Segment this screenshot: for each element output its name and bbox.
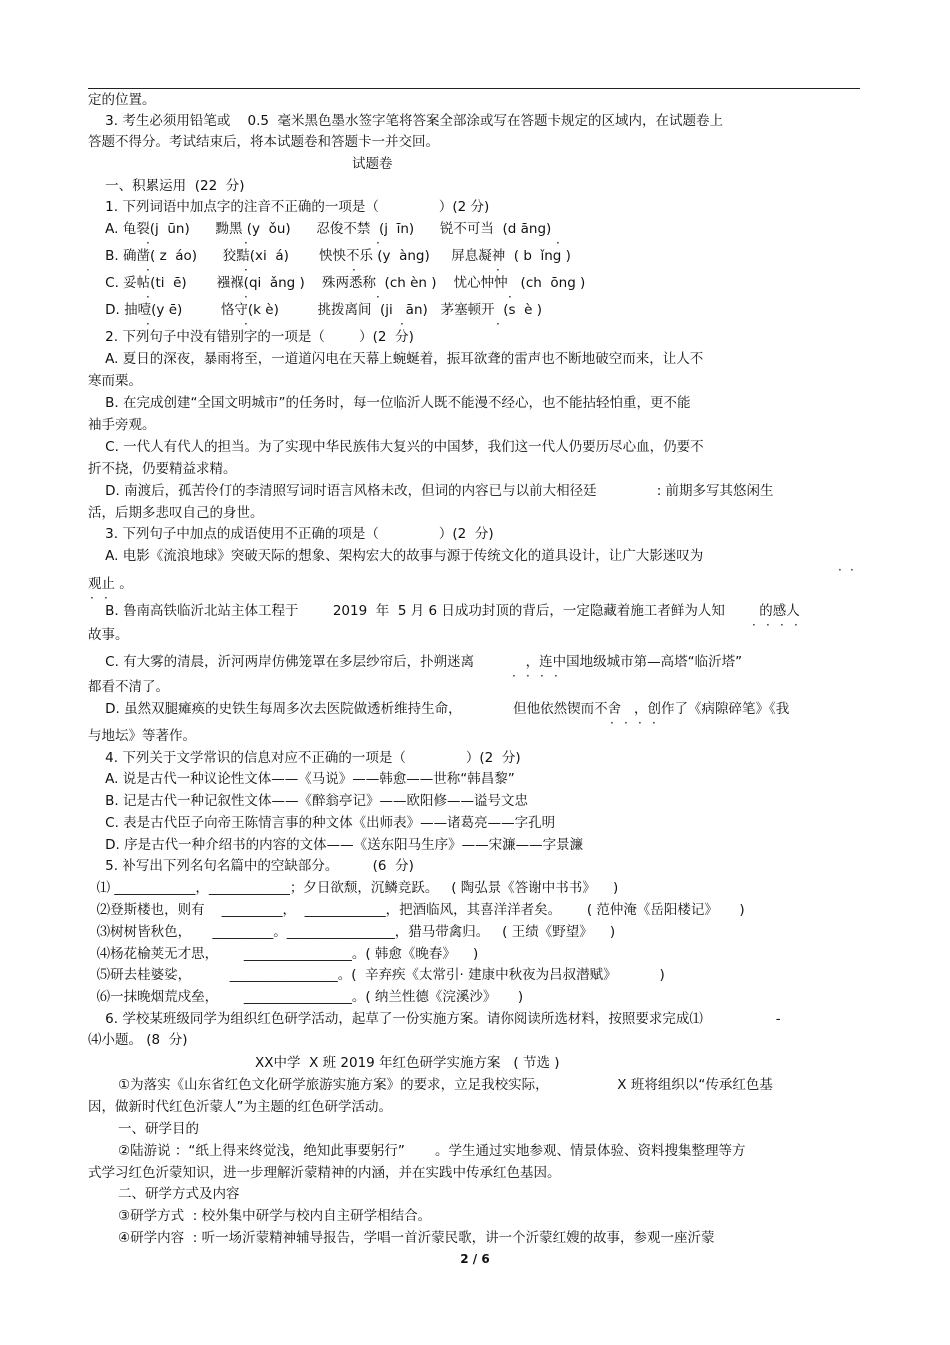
question-1-option-a: A. 龟裂(j ūn) 黝黑 (y ǒu) 忍俊不禁 (j īn) 锐不可当 (d āng)	[88, 221, 552, 237]
emphasis-dot: ·	[104, 591, 108, 605]
question-4: 4. 下列关于文学常识的信息对应不正确的一项是（ ）(2 分)	[88, 750, 521, 766]
emphasis-dot: ·	[146, 263, 150, 277]
text-line: 与地坛》等著作。	[88, 728, 196, 744]
fill-blank-4: ⑷杨花榆荚无才思， ________________。( 韩愈《晚春》 )	[88, 946, 479, 962]
header-rule	[88, 88, 860, 89]
question-1-option-d: D. 抽噎(y ē) 恪守(k è) 挑拨离间 (ji ān) 茅塞顿开 (s è )	[88, 302, 542, 318]
page-number: 2 / 6	[460, 1252, 490, 1266]
plan-title: XX中学 X 班 2019 年红色研学实施方案 ( 节选 )	[255, 1055, 560, 1071]
question-4-option-d: D. 序是古代一种介绍书的内容的文体——《送东阳马生序》——宋濂——字景濂	[88, 837, 584, 853]
question-3-option-a: A. 电影《流浪地球》突破天际的想象、架构宏大的故事与源于传统文化的道具设计，让广大影迷叹为	[88, 548, 704, 564]
question-1: 1. 下列词语中加点字的注音不正确的一项是（ ）(2 分)	[88, 199, 490, 215]
emphasis-dot: ·	[496, 263, 500, 277]
emphasis-dot: ·	[496, 317, 500, 331]
emphasis-dot: ·	[766, 618, 770, 632]
plan-paragraph: ②陆游说 ：“纸上得来终觉浅，绝知此事要躬行” 。学生通过实地参观、情景体验、资料搜集整理等方	[88, 1143, 746, 1159]
emphasis-dot: ·	[850, 563, 854, 577]
text-line: 袖手旁观。	[88, 417, 156, 433]
emphasis-dot: ·	[794, 618, 798, 632]
emphasis-dot: ·	[244, 290, 248, 304]
emphasis-dot: ·	[508, 290, 512, 304]
text-line: 故事。	[88, 627, 129, 643]
emphasis-dot: ·	[624, 716, 628, 730]
emphasis-dot: ·	[780, 618, 784, 632]
emphasis-dot: ·	[610, 716, 614, 730]
question-4-option-a: A. 说是古代一种议论性文体——《马说》——韩愈——世称“韩昌黎”	[88, 771, 515, 787]
section-heading: 一、积累运用 (22 分)	[88, 178, 245, 194]
text-line: ⑷小题。 (8 分)	[88, 1032, 188, 1048]
emphasis-dot: ·	[752, 618, 756, 632]
question-2-option-d: D. 南渡后，孤苦伶仃的李清照写词时语言风格未改，但词的内容已与以前大相径廷 : 前期多写其悠闲生	[88, 483, 774, 499]
question-2-option-c: C. 一代人有代人的担当。为了实现中华民族伟大复兴的中国梦，我们这一代人仍要历尽心血，仍要不	[88, 439, 704, 455]
emphasis-dot: ·	[146, 290, 150, 304]
text-line: 答题不得分。考试结束后，将本试题卷和答题卡一并交回。	[88, 134, 439, 150]
text-line: 定的位置。	[88, 92, 156, 108]
emphasis-dot: ·	[376, 236, 380, 250]
question-1-option-c: C. 妥帖(ti ē) 襁褓(qi ǎng ) 殊两悉称 (ch èn ) 忧心忡忡 (ch ōng )	[88, 275, 586, 291]
emphasis-dot: ·	[556, 236, 560, 250]
emphasis-dot: ·	[554, 669, 558, 683]
text-line: 寒而栗。	[88, 373, 142, 389]
fill-blank-2: ⑵登斯楼也，则有 _________， ____________，把酒临风，其喜洋洋者矣。 ( 范仲淹《岳阳楼记》 )	[88, 902, 745, 918]
emphasis-dot: ·	[244, 317, 248, 331]
fill-blank-5: ⑸研去桂婆娑， ________________。( 辛弃疾《太常引· 建康中秋夜为吕叔潜赋》 )	[88, 967, 665, 983]
emphasis-dot: ·	[244, 236, 248, 250]
question-2: 2. 下列句子中没有错别字的一项是（ ）(2 分)	[88, 329, 414, 345]
question-6: 6. 学校某班级同学为组织红色研学活动，起草了一份实施方案。请你阅读所选材料，按照要求完成⑴ -	[88, 1011, 781, 1027]
emphasis-dot: ·	[146, 317, 150, 331]
text-line: 都看不清了。	[88, 679, 169, 695]
text-line: 因，做新时代红色沂蒙人”为主题的红色研学活动。	[88, 1099, 392, 1115]
text-line: 式学习红色沂蒙知识，进一步理解沂蒙精神的内涵，并在实践中传承红色基因。	[88, 1165, 561, 1181]
question-3: 3. 下列句子中加点的成语使用不正确的项是（ ）(2 分)	[88, 526, 494, 542]
question-4-option-b: B. 记是古代一种记叙性文体——《醉翁亭记》——欧阳修——谥号文忠	[88, 793, 529, 809]
emphasis-dot: ·	[376, 290, 380, 304]
question-3-option-b: B. 鲁南高铁临沂北站主体工程于 2019 年 5 月 6 日成功封顶的背后，一定隐藏着施工者鲜为人知 的感人	[88, 603, 800, 619]
text-line: 3. 考生必须用铅笔或 0.5 毫米黑色墨水签字笔将答案全部涂或写在答题卡规定的区域内，在试题卷上	[88, 113, 724, 129]
emphasis-dot: ·	[512, 669, 516, 683]
emphasis-dot: ·	[540, 669, 544, 683]
question-4-option-c: C. 表是古代臣子向帝王陈情言事的种文体《出师表》——诸葛亮——字孔明	[88, 815, 556, 831]
emphasis-dot: ·	[90, 591, 94, 605]
plan-heading: 二、研学方式及内容	[88, 1186, 240, 1202]
plan-paragraph: ③研学方式 : 校外集中研学与校内自主研学相结合。	[88, 1208, 432, 1224]
text-line: 观止 。	[88, 576, 133, 592]
question-1-option-b: B. 确凿( z áo) 狡黠(xi á) 怏怏不乐 (y àng) 屏息凝神 ( b ǐng )	[88, 248, 571, 264]
fill-blank-6: ⑹一抹晚烟荒戍垒， ________________。( 纳兰性德《浣溪沙》 )	[88, 989, 524, 1005]
emphasis-dot: ·	[526, 669, 530, 683]
question-2-option-a: A. 夏日的深夜，暴雨将至，一道道闪电在天幕上蜿蜒着，振耳欲聋的雷声也不断地破空而来，让人不	[88, 351, 704, 367]
plan-paragraph: ④研学内容 : 听一场沂蒙精神辅导报告，学唱一首沂蒙民歌，讲一个沂蒙红嫂的故事，参观一座沂蒙	[88, 1230, 715, 1246]
emphasis-dot: ·	[638, 716, 642, 730]
section-title: 试题卷	[352, 156, 393, 172]
question-2-option-b: B. 在完成创建“全国文明城市”的任务时，每一位临沂人既不能漫不经心，也不能拈轻怕重，更不能	[88, 395, 691, 411]
emphasis-dot: ·	[146, 236, 150, 250]
text-line: 折不挠，仍要精益求精。	[88, 461, 237, 477]
emphasis-dot: ·	[400, 317, 404, 331]
emphasis-dot: ·	[244, 263, 248, 277]
text-line: 活，后期多悲叹自己的身世。	[88, 505, 264, 521]
plan-paragraph: ①为落实《山东省红色文化研学旅游实施方案》的要求，立足我校实际， X 班将组织以“传承红色基	[88, 1077, 773, 1093]
question-3-option-d: D. 虽然双腿瘫痪的史铁生每周多次去医院做透析维持生命， 但他依然锲而不舍 ，创作了《病隙碎笔》《我	[88, 701, 790, 717]
plan-heading: 一、研学目的	[88, 1121, 200, 1137]
emphasis-dot: ·	[352, 263, 356, 277]
emphasis-dot: ·	[838, 563, 842, 577]
question-5: 5. 补写出下列名句名篇中的空缺部分。 (6 分)	[88, 858, 414, 874]
fill-blank-1: ⑴ ____________，____________；夕日欲颓，沉鳞竞跃。 ( 陶弘景《答谢中书书》 )	[88, 880, 619, 896]
fill-blank-3: ⑶树树皆秋色， _________。________________，猎马带禽归。 ( 王绩《野望》 )	[88, 924, 616, 940]
question-3-option-c: C. 有大雾的清晨，沂河两岸仿佛笼罩在多层纱帘后，扑朔迷离 ，连中国地级城市第—高塔“临沂塔”	[88, 654, 743, 670]
emphasis-dot: ·	[652, 716, 656, 730]
